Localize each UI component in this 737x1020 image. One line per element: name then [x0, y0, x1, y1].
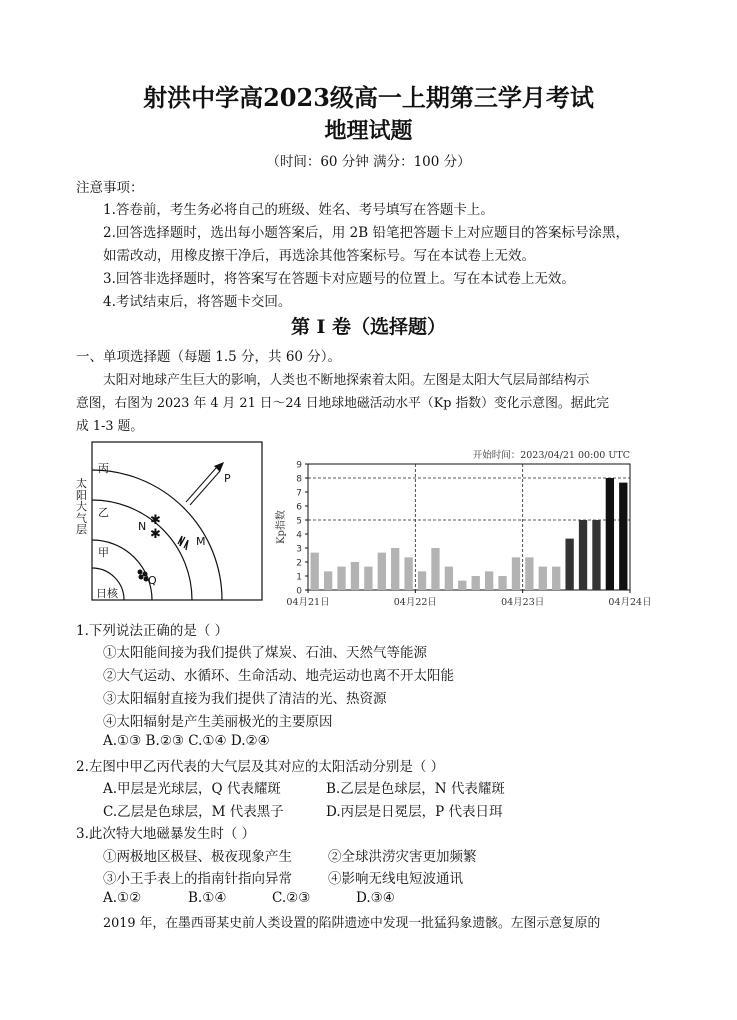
- layer-bing: 丙: [98, 462, 109, 475]
- kp-bar: [472, 576, 480, 590]
- intro-line-3: 成 1-3 题。: [76, 419, 144, 434]
- side-label-char: 阳: [76, 488, 87, 502]
- y-axis-label: Kp指数: [276, 510, 287, 544]
- y-tick-label: 3: [296, 544, 302, 555]
- kp-bar: [458, 581, 466, 590]
- note-item-2-cont: 如需改动，用橡皮擦干净后，再选涂其他答案标号。写在本试卷上无效。: [103, 248, 535, 264]
- q3-answer-c: C.②③: [272, 890, 311, 906]
- start-time-note: 开始时间：2023/04/21 00:00 UTC: [472, 450, 630, 461]
- y-tick-label: 5: [296, 516, 302, 527]
- next-passage: 2019 年，在墨西哥某史前人类设置的陷阱遗迹中发现一批猛犸象遗骸。左图示意复原的: [103, 916, 601, 931]
- q2-option-d: D.丙层是日冕层，P 代表日珥: [326, 804, 503, 820]
- q3-answer-a: A.①②: [103, 890, 142, 906]
- kp-bar: [404, 557, 412, 590]
- x-tick-label: 04月22日: [393, 597, 437, 608]
- q2-option-a: A.甲层是光球层，Q 代表耀斑: [103, 781, 281, 797]
- kp-bar: [579, 520, 587, 590]
- side-label-char: 气: [76, 511, 87, 525]
- kp-bar: [619, 483, 627, 590]
- intro-line-2: 意图，右图为 2023 年 4 月 21 日～24 日地球地磁活动水平（Kp 指数）变化示意图。据此完: [76, 396, 610, 411]
- kp-bar: [351, 562, 359, 590]
- side-label-char: 大: [76, 500, 87, 513]
- marker-n: N: [138, 520, 147, 533]
- note-item-1: 1.答卷前，考生务必将自己的班级、姓名、考号填写在答题卡上。: [103, 202, 494, 218]
- y-tick-label: 8: [296, 474, 302, 485]
- x-tick-label: 04月21日: [286, 597, 330, 608]
- side-label-char: 太: [76, 477, 87, 490]
- sun-atmosphere-label: [76, 478, 88, 536]
- q3-option-4: ④影响无线电短波通讯: [328, 871, 463, 887]
- kp-bar: [592, 520, 600, 590]
- q1-answers: A.①③ B.②③ C.①④ D.②④: [103, 733, 270, 749]
- exam-title: 射洪中学高2023级高一上期第三学月考试: [143, 83, 594, 112]
- kp-bar: [485, 571, 493, 590]
- kp-bar: [378, 553, 386, 590]
- svg-text:✱: ✱: [150, 513, 161, 528]
- q3-stem: 3.此次特大地磁暴发生时（ ）: [76, 826, 256, 842]
- kp-index-chart: [270, 442, 660, 612]
- notes-heading: 注意事项：: [76, 180, 144, 196]
- svg-text:✱: ✱: [150, 527, 161, 542]
- q3-answer-d: D.③④: [356, 890, 395, 906]
- q3-option-1: ①两极地区极昼、极夜现象产生: [103, 849, 292, 865]
- kp-bar: [431, 548, 439, 590]
- q1-option-1: ①太阳能间接为我们提供了煤炭、石油、天然气等能源: [103, 645, 427, 661]
- kp-bar: [552, 567, 560, 590]
- q3-answer-b: B.①④: [188, 890, 227, 906]
- q2-stem: 2.左图中甲乙丙代表的大气层及其对应的太阳活动分别是（ ）: [76, 759, 445, 775]
- q1-stem: 1.下列说法正确的是（ ）: [76, 623, 229, 639]
- subject-title: 地理试题: [324, 118, 413, 144]
- kp-bar: [324, 571, 332, 590]
- layer-jia: 甲: [98, 546, 109, 559]
- y-tick-label: 6: [296, 502, 302, 513]
- kp-bar: [445, 567, 453, 590]
- marker-p: P: [224, 472, 231, 485]
- x-tick-label: 04月24日: [608, 597, 652, 608]
- marker-m: M: [196, 535, 206, 548]
- y-tick-label: 1: [296, 572, 302, 583]
- marker-q: Q: [148, 574, 157, 587]
- kp-bar: [364, 567, 372, 590]
- part-heading: 一、单项选择题（每题 1.5 分，共 60 分）。: [76, 349, 342, 365]
- kp-bar: [337, 567, 345, 590]
- kp-bar: [539, 567, 547, 590]
- note-item-3: 3.回答非选择题时，将答案写在答题卡对应题号的位置上。写在本试卷上无效。: [103, 271, 575, 287]
- layer-core: 日核: [96, 587, 118, 600]
- q1-option-4: ④太阳辐射是产生美丽极光的主要原因: [103, 714, 333, 730]
- kp-bar: [512, 557, 520, 590]
- kp-bar: [498, 576, 506, 590]
- y-tick-label: 4: [296, 530, 302, 541]
- kp-bar: [525, 557, 533, 590]
- x-tick-label: 04月23日: [501, 597, 545, 608]
- side-label-char: 层: [76, 523, 87, 536]
- q3-option-3: ③小王手表上的指南针指向异常: [103, 871, 292, 887]
- y-tick-label: 0: [296, 586, 302, 597]
- layer-yi: 乙: [98, 506, 109, 519]
- q3-option-2: ②全球洪涝灾害更加频繁: [328, 849, 477, 865]
- y-tick-label: 9: [296, 460, 302, 471]
- q1-option-2: ②大气运动、水循环、生命活动、地壳运动也离不开太阳能: [103, 668, 454, 684]
- y-tick-label: 7: [296, 488, 302, 499]
- kp-bar: [606, 478, 614, 590]
- q1-option-3: ③太阳辐射直接为我们提供了清洁的光、热资源: [103, 691, 387, 707]
- intro-line-1: 太阳对地球产生巨大的影响，人类也不断地探索着太阳。左图是太阳大气层局部结构示: [103, 373, 590, 388]
- note-item-2: 2.回答选择题时，选出每小题答案后，用 2B 铅笔把答题卡上对应题目的答案标号涂黑，: [103, 225, 629, 241]
- kp-bar: [311, 553, 319, 590]
- y-tick-label: 2: [296, 558, 302, 569]
- kp-bar: [565, 539, 573, 590]
- kp-bar: [418, 571, 426, 590]
- section-title: 第 I 卷（选择题）: [290, 316, 447, 338]
- exam-meta: （时间：60 分钟 满分：100 分）: [266, 154, 471, 170]
- note-item-4: 4.考试结束后，将答题卡交回。: [103, 294, 292, 310]
- q2-option-b: B.乙层是色球层，N 代表耀斑: [326, 781, 505, 797]
- q2-option-c: C.乙层是色球层，M 代表黑子: [103, 804, 284, 820]
- kp-bar: [391, 548, 399, 590]
